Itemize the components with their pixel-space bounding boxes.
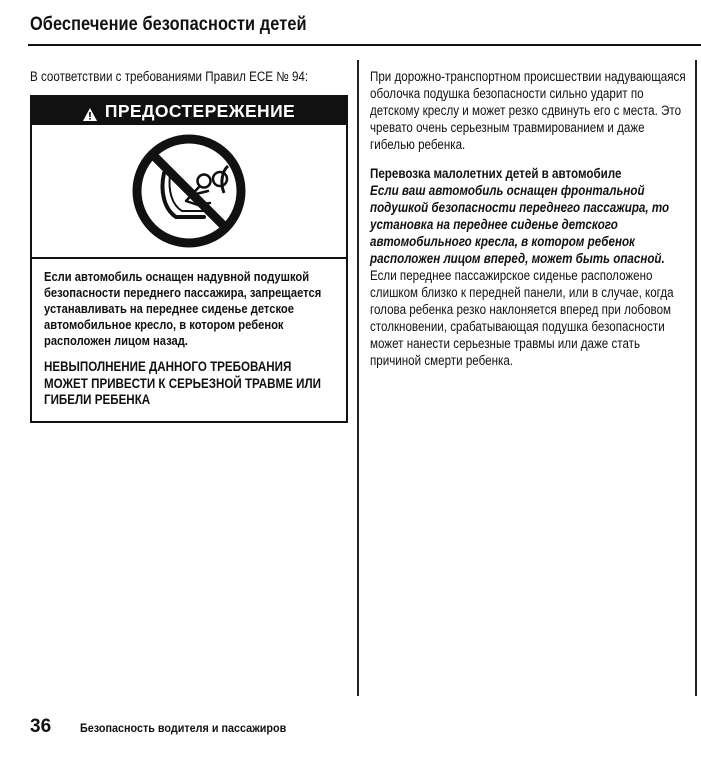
italic-warning-text: Если ваш автомобиль оснащен фронтальной подушкой безопасности переднего пассажира, то установка на переднее сиденье детского автомобильного кресла, в котором ребенок расположен лицом вперед, может быть опасной. bbox=[370, 183, 670, 266]
warning-text-1: Если автомобиль оснащен надувной подушкой безопасности переднего пассажира, запрещается устанавливать на переднее сиденье детское автомобильное кресло, в котором ребенок расположен лицом назад. bbox=[44, 269, 322, 348]
page-number: 36 bbox=[30, 716, 52, 737]
section-heading: Перевозка малолетних детей в автомобиле bbox=[370, 166, 622, 181]
page-edge-rule bbox=[695, 60, 697, 696]
footer bbox=[30, 716, 309, 738]
warning-triangle-icon bbox=[83, 105, 97, 118]
paragraph-2 bbox=[370, 165, 687, 369]
section-name: Безопасность водителя и пассажиров bbox=[80, 721, 287, 735]
left-column bbox=[30, 68, 340, 423]
warning-text bbox=[32, 259, 346, 421]
warning-text-2: НЕВЫПОЛНЕНИЕ ДАННОГО ТРЕБОВАНИЯ МОЖЕТ ПРИВЕСТИ К СЕРЬЕЗНОЙ ТРАВМЕ ИЛИ ГИБЕЛИ РЕБЕНКА bbox=[44, 359, 322, 407]
page-title: Обеспечение безопасности детей bbox=[30, 14, 307, 35]
warning-box bbox=[30, 95, 348, 423]
no-rear-facing-child-seat-icon bbox=[124, 131, 254, 251]
title-divider bbox=[28, 44, 701, 46]
warning-figure bbox=[32, 125, 346, 259]
body-text: Если переднее пассажирское сиденье расположено слишком близко к передней панели, или в случае, когда голова ребенка резко наклоняется вперед при лобовом столкновении, срабатывающая подушка безопасности может нанести серьезные травмы или даже стать причиной смерти ребенка. bbox=[370, 268, 674, 368]
warning-label: ПРЕДОСТЕРЕЖЕНИЕ bbox=[104, 100, 296, 121]
warning-header bbox=[32, 97, 346, 125]
intro-text: В соответствии с требованиями Правил ECE № 94: bbox=[30, 69, 309, 84]
paragraph-1: При дорожно-транспортном происшествии надувающаяся оболочка подушка безопасности сильно ударит по детскому креслу и может резко сдвинуть его с места. Это чревато очень серьезным травмированием и даже гибелью ребенка. bbox=[370, 69, 686, 152]
column-divider bbox=[357, 60, 359, 696]
right-column bbox=[370, 68, 688, 369]
